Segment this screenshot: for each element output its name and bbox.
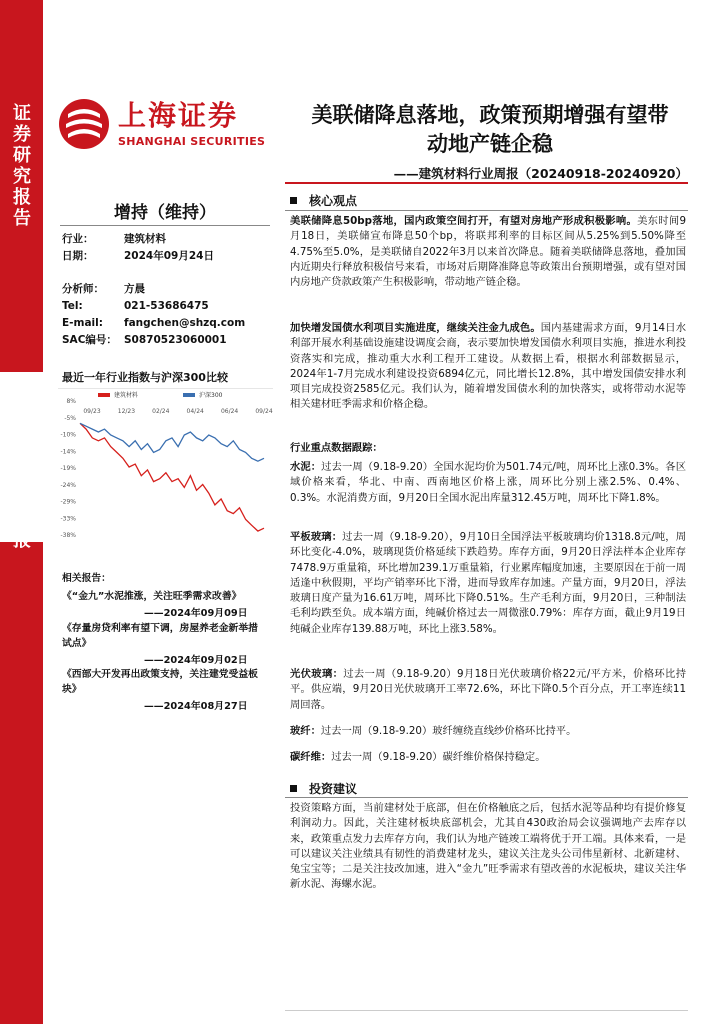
chart-lines [80, 423, 264, 531]
paragraph-body: 过去一周（9.18-9.20）玻纤缠绕直线纱价格环比持平。 [320, 725, 577, 737]
info-key: 日期： [62, 250, 94, 262]
info-industry [62, 231, 166, 248]
paragraph-body: 国内基建需求方面，9月14日水利部开展水利基础设施建设调度会商，表示要加快增发国债水利项目实施，推进水利投资落实和完成，推动重大水利工程开工建设。从数据上看，根据水利部数据显示，2024年1-7月完成水利建设投资6894亿元，同比增长12.8%，其中增发国债安排水利项目完成投资2585亿元。我们认为，随着增发国债水利的加快落实，或将带动水泥等相关建材旺季需求和价格企稳。 [290, 322, 686, 411]
bullet-square-icon [290, 197, 297, 204]
invest-rule [285, 797, 688, 798]
info-value: 方晨 [124, 283, 145, 295]
rating: 增持（维持） [114, 203, 216, 223]
info-key: 行业： [62, 233, 94, 245]
chart-legend-swatch [183, 393, 195, 397]
paragraph-cement [290, 460, 686, 506]
chart-legend-swatch [98, 393, 110, 397]
chart-y-tick-label: 8% [66, 398, 76, 405]
chart-y-tick-label: -24% [60, 481, 76, 489]
chart-y-tick-label: -5% [64, 414, 76, 422]
side-label-weekly: 行业周报 [13, 467, 31, 551]
chart-legend [98, 391, 223, 399]
info-key: Tel: [62, 300, 83, 312]
paragraph-water-projects [290, 321, 686, 413]
section-invest [290, 780, 357, 797]
info-key: SAC编号： [62, 334, 117, 346]
info-key: E-mail: [62, 317, 103, 329]
index-comparison-chart [58, 388, 273, 540]
paragraph-lead: 行业重点数据跟踪： [290, 442, 383, 454]
paragraph-lead: 加快增发国债水利项目实施进度，继续关注金九成色。 [290, 322, 541, 334]
paragraph-body: 投资策略方面，当前建材处于底部，但在价格触底之后，包括水泥等品种均有提价修复利润动力。因此，关注建材板块底部机会，尤其自430政治局会议强调地产去库存以来，政策重点发力去库存方向，我们认为地产链竣工端将优于开工端。具体来看，一是可以建议关注业绩具有韧性的消费建材龙头，建议关注龙头公司伟星新材、北新建材、兔宝宝等；二是关注技改加速，进入“金九”旺季需求有望改善的水泥板块，建议关注华新水泥、海螺水泥。 [290, 802, 686, 891]
info-date [62, 248, 214, 265]
brand-name-en: SHANGHAI SECURITIES [118, 135, 266, 148]
related-report-2[interactable]: 《存量房贷利率有望下调，房屋养老金新举措试点》 [62, 623, 258, 649]
chart-x-tick-label: 04/24 [186, 408, 204, 415]
section-core [290, 192, 357, 209]
paragraph-glass-fiber [290, 724, 686, 739]
paragraph-lead: 光伏玻璃： [290, 668, 344, 680]
title-rule [285, 182, 688, 184]
brand-name-cn: 上海证券 [118, 99, 239, 132]
section-core-title: 核心观点 [309, 194, 358, 208]
info-value[interactable]: fangchen@shzq.com [124, 317, 246, 329]
chart-y-tick-label: -14% [60, 448, 76, 456]
paragraph-flat-glass [290, 530, 686, 637]
chart-y-tick-label: -38% [60, 532, 76, 539]
paragraph-lead: 水泥： [290, 461, 322, 473]
chart-legend-label: 建筑材料 [114, 392, 139, 399]
related-report-3-date: ——2024年08月27日 [144, 701, 248, 712]
chart-legend-label: 沪深300 [199, 392, 223, 399]
info-value: S0870523060001 [124, 334, 227, 346]
chart-x-ticks [83, 408, 272, 415]
paragraph-lead: 平板玻璃： [290, 531, 343, 543]
info-tel [62, 298, 209, 315]
info-key: 分析师： [62, 283, 104, 295]
chart-x-tick-label: 12/23 [117, 408, 136, 415]
related-report-1-date: ——2024年09月09日 [144, 608, 248, 619]
chart-y-tick-label: -10% [60, 431, 76, 439]
chart-x-tick-label: 02/24 [152, 408, 170, 415]
info-email [62, 315, 245, 332]
bottom-rule [285, 1010, 688, 1011]
chart-y-ticks [60, 398, 76, 539]
paragraph-body: 过去一周（9.18-9.20）9月18日光伏玻璃价格22元/平方米，价格环比持平。供应端，9月20日光伏玻璃开工率72.6%，环比下降0.5个百分点，开工率连续11周回落。 [290, 668, 687, 711]
info-value: 2024年09月24日 [124, 250, 214, 262]
side-bar [0, 0, 43, 1024]
paragraph-body: 过去一周（9.18-9.20），9月10日全国浮法平板玻璃均价1318.8元/吨，周环比变化-4.0%，玻璃现货价格延续下跌趋势。库存方面，9月20日浮法样本企业库存7478.9万重量箱，环比增加239.1万重量箱，行业累库幅度加速，主要原因在于前一周适逢中秋假期，平均产销率环比下滑，进而导致库存加速。产量方面，9月20日，浮法玻璃日度产量为16.61万吨，周环比下降0.51%。生产毛利方面，9月20日，三种制法毛利均跌至负。成本端方面，纯碱价格过去一周微涨0.79%：库存方面，截止9月19日纯碱企业库存139.88万吨，环比上涨3.58%。 [290, 531, 687, 635]
report-subtitle: ——建筑材料行业周报（20240918-20240920） [393, 166, 688, 181]
rating-rule [60, 225, 270, 226]
chart-y-tick-label: -19% [60, 465, 76, 472]
section-invest-title: 投资建议 [309, 782, 358, 796]
side-label-research-report: 证券研究报告 [13, 103, 31, 229]
paragraph-lead: 美联储降息50bp落地，国内政策空间打开，有望对房地产形成积极影响。 [290, 215, 638, 227]
chart-title: 最近一年行业指数与沪深300比较 [62, 371, 228, 384]
paragraph-carbon-fiber [290, 750, 686, 765]
chart-x-tick-label: 06/24 [220, 408, 239, 415]
info-value: 021-53686475 [124, 300, 209, 312]
related-heading: 相关报告： [62, 573, 111, 584]
chart-series-line [80, 423, 264, 531]
paragraph-body: 过去一周（9.18-9.20）碳纤维价格保持稳定。 [331, 751, 546, 763]
paragraph-data-tracking [290, 441, 686, 456]
related-report-3[interactable]: 《西部大开发再出政策支持，关注建党受益板块》 [62, 669, 258, 695]
related-report-1[interactable]: 《“金九”水泥推涨，关注旺季需求改善》 [62, 591, 242, 602]
paragraph-pv-glass [290, 667, 686, 713]
paragraph-fed-rate-cut [290, 214, 686, 290]
info-sac [62, 332, 227, 349]
paragraph-body: 过去一周（9.18-9.20）全国水泥均价为501.74元/吨，周环比上涨0.3%。各区域价格来看，华北、中南、西南地区价格上涨，周环比分别上涨2.5%、0.4%、0.3%。水泥消费方面，9月20日全国水泥出库量312.45万吨，周环比下降1.8%。 [290, 461, 686, 504]
info-value: 建筑材料 [124, 233, 166, 245]
report-title-line2: 动地产链企稳 [427, 131, 553, 156]
paragraph-investment-advice [290, 801, 686, 893]
info-analyst [62, 281, 145, 298]
core-rule [285, 210, 688, 211]
report-title-line1: 美联储降息落地，政策预期增强有望带 [311, 102, 669, 127]
paragraph-lead: 玻纤： [290, 725, 321, 737]
paragraph-body: 美东时间9月18日，美联储宣布降息50个bp，将联邦利率的目标区间从5.25%到5.50%降至4.75%至5.0%，是美联储自2022年3月以来首次降息。随着美联储降息落地，叠加国内近期央行释放积极信号来看，市场对后期降准降息等政策出台预期增强，或有望对国内房地产贷款政策产生积极影响，带动地产链企稳。 [290, 215, 686, 289]
side-bottom-band [0, 542, 43, 1024]
paragraph-lead: 碳纤维： [290, 751, 332, 763]
chart-y-tick-label: -33% [60, 515, 76, 523]
chart-x-tick-label: 09/24 [255, 408, 273, 415]
chart-y-tick-label: -29% [60, 498, 76, 506]
related-report-2-date: ——2024年09月02日 [144, 655, 248, 666]
report-title [270, 100, 710, 158]
bullet-square-icon [290, 785, 297, 792]
chart-x-tick-label: 09/23 [83, 408, 101, 415]
